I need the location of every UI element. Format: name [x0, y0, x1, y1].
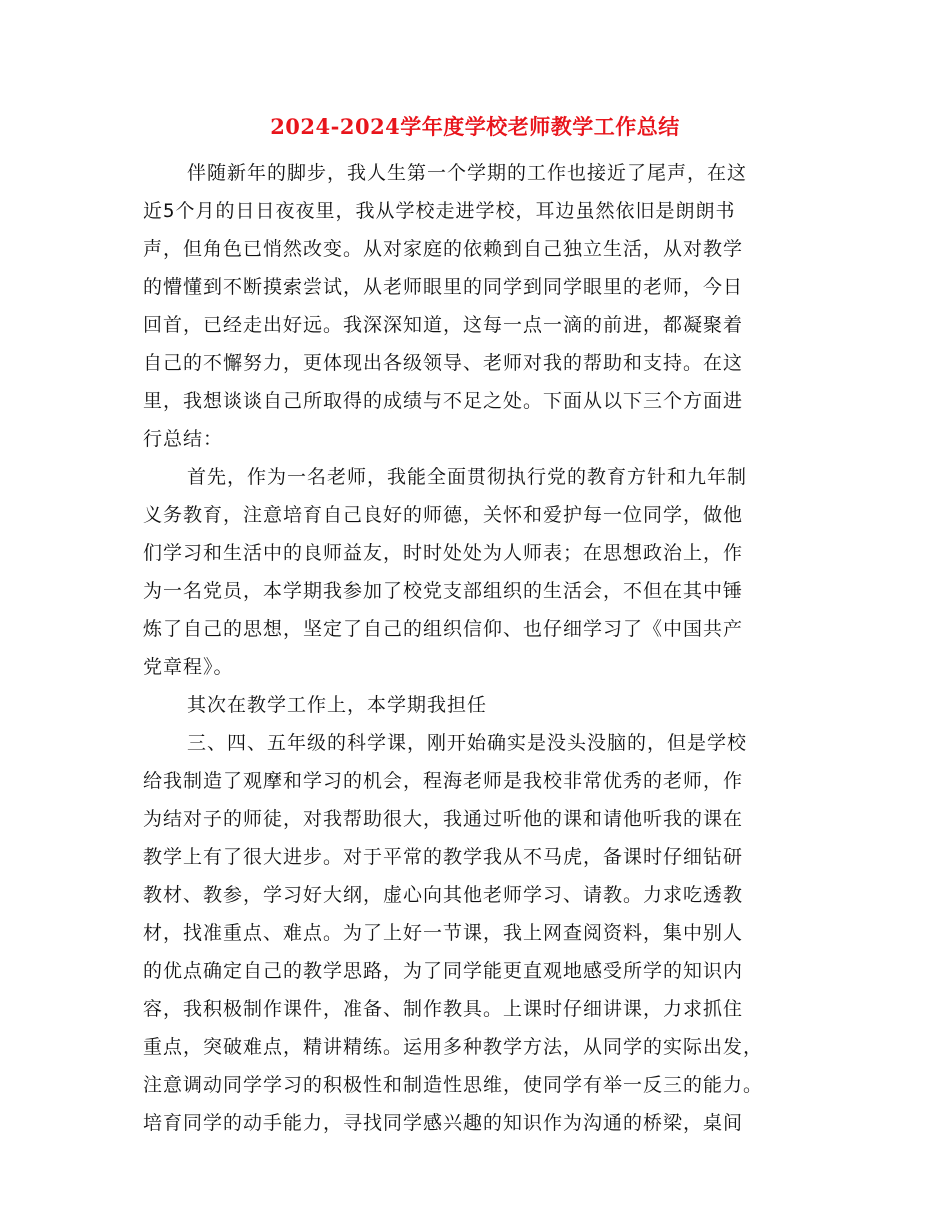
text-line: 重点，突破难点，精讲精练。运用多种教学方法，从同学的实际出发， [143, 1036, 764, 1058]
text-line: 其次在教学工作上，本学期我担任 [187, 694, 488, 716]
text-line: 教材、教参，学习好大纲，虚心向其他老师学习、请教。力求吃透教 [143, 884, 744, 906]
text-line: 三、四、五年级的科学课，刚开始确实是没头没脑的，但是学校 [187, 732, 748, 754]
text-line: 注意调动同学学习的积极性和制造性思维，使同学有举一反三的能力。 [143, 1074, 764, 1096]
text-line: 首先，作为一名老师，我能全面贯彻执行党的教育方针和九年制 [187, 466, 748, 488]
text-line: 近5个月的日日夜夜里，我从学校走进学校，耳边虽然依旧是朗朗书 [143, 200, 736, 222]
text-line: 为一名党员，本学期我参加了校党支部组织的生活会，不但在其中锤 [143, 580, 744, 602]
text-line: 给我制造了观摩和学习的机会，程海老师是我校非常优秀的老师，作 [143, 770, 744, 792]
text-line: 材，找准重点、难点。为了上好一节课，我上网查阅资料，集中别人 [143, 922, 744, 944]
text-line: 义务教育，注意培育自己良好的师德，关怀和爱护每一位同学，做他 [143, 504, 744, 526]
text-line: 行总结： [143, 428, 224, 450]
text-line: 为结对子的师徒，对我帮助很大，我通过听他的课和请他听我的课在 [143, 808, 744, 830]
text-line: 们学习和生活中的良师益友，时时处处为人师表；在思想政治上，作 [143, 542, 744, 564]
text-line: 炼了自己的思想，坚定了自己的组织信仰、也仔细学习了《中国共产 [143, 618, 744, 640]
text-line: 教学上有了很大进步。对于平常的教学我从不马虎，备课时仔细钻研 [143, 846, 744, 868]
text-line: 党章程》。 [143, 656, 234, 678]
text-line: 回首，已经走出好远。我深深知道，这每一点一滴的前进，都凝聚着 [143, 314, 744, 336]
text-line: 培育同学的动手能力，寻找同学感兴趣的知识作为沟通的桥梁，桌间 [143, 1112, 744, 1134]
text-line: 声，但角色已悄然改变。从对家庭的依赖到自己独立生活，从对教学 [143, 238, 744, 260]
text-line: 伴随新年的脚步，我人生第一个学期的工作也接近了尾声，在这 [187, 162, 748, 184]
text-line: 容，我积极制作课件，准备、制作教具。上课时仔细讲课，力求抓住 [143, 998, 744, 1020]
text-line: 里，我想谈谈自己所取得的成绩与不足之处。下面从以下三个方面进 [143, 390, 744, 412]
document-title: 2024-2024学年度学校老师教学工作总结 [270, 114, 680, 139]
text-line: 的优点确定自己的教学思路，为了同学能更直观地感受所学的知识内 [143, 960, 744, 982]
text-line: 的懵懂到不断摸索尝试，从老师眼里的同学到同学眼里的老师，今日 [143, 276, 744, 298]
text-line: 自己的不懈努力，更体现出各级领导、老师对我的帮助和支持。在这 [143, 352, 744, 374]
